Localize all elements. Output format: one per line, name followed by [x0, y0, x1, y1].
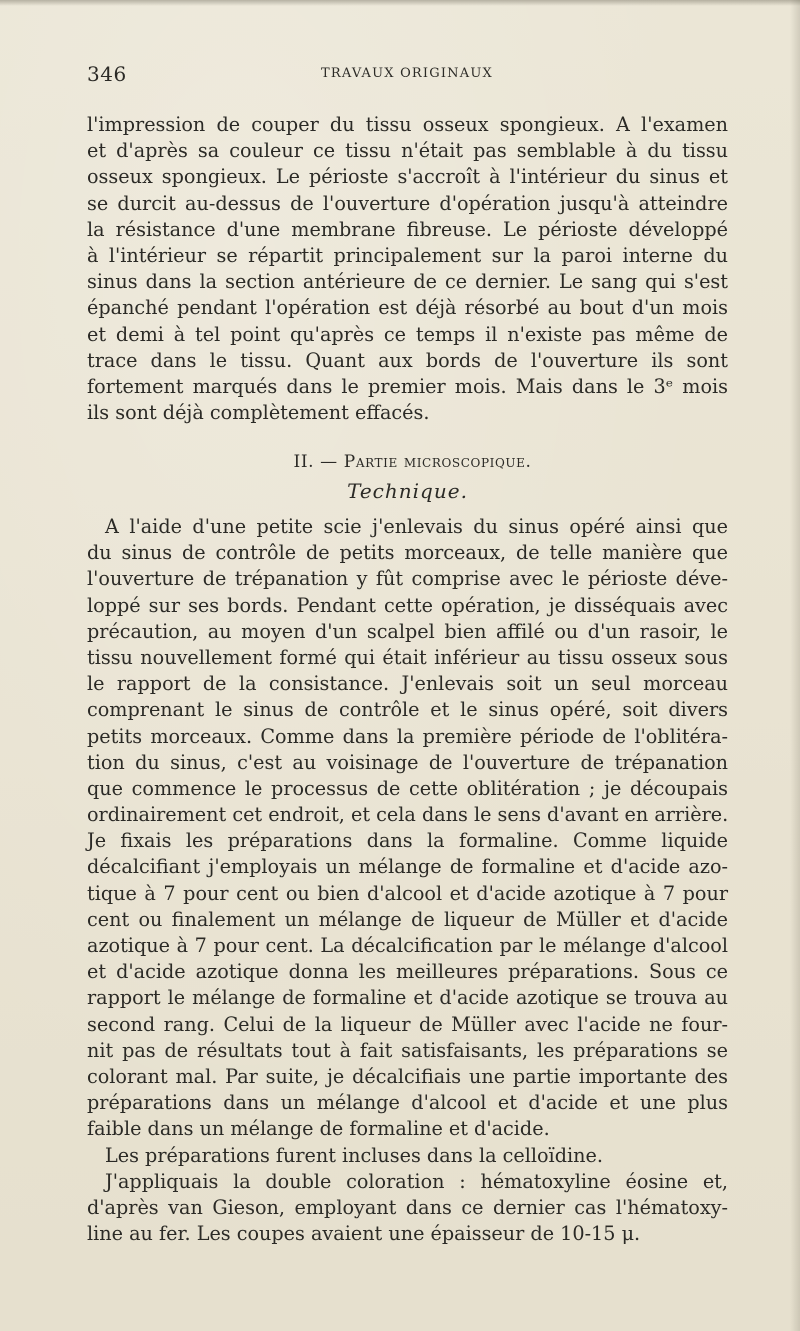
text-line: Je fixais les préparations dans la formaline. Comme liquide	[87, 829, 728, 853]
text-line: l'ouverture de trépanation y fût comprise avec le périoste déve-	[87, 567, 728, 591]
page-top-shadow	[0, 0, 800, 6]
text-line: azotique à 7 pour cent. La décalcification par le mélange d'alcool	[87, 934, 728, 957]
text-line: et d'acide azotique donna les meilleures préparations. Sous ce	[87, 960, 728, 984]
text-line: décalcifiant j'employais un mélange de formaline et d'acide azo-	[87, 855, 728, 879]
text-line: ordinairement cet endroit, et cela dans le sens d'avant en arrière.	[87, 803, 729, 827]
page-header	[87, 62, 727, 90]
text-line: trace dans le tissu. Quant aux bords de l'ouverture ils sont	[87, 348, 728, 372]
text-line: épanché pendant l'opération est déjà résorbé au bout d'un mois	[87, 296, 728, 320]
text-line: petits morceaux. Comme dans la première période de l'oblitéra-	[87, 724, 728, 748]
page-number: 346	[87, 62, 127, 86]
text-line: l'impression de couper du tissu osseux spongieux. A l'examen	[87, 113, 728, 136]
text-line: J'appliquais la double coloration : hématoxyline éosine et,	[105, 1169, 728, 1193]
section-title-initial: P	[343, 452, 356, 472]
page-right-edge	[790, 0, 800, 1331]
text-line: A l'aide d'une petite scie j'enlevais du sinus opéré ainsi que	[105, 515, 728, 538]
text-line: tion du sinus, c'est au voisinage de l'ouverture de trépanation	[87, 750, 728, 774]
section-numeral: II.	[293, 452, 315, 472]
text-line: se durcit au-dessus de l'ouverture d'opération jusqu'à atteindre	[87, 191, 728, 215]
text-line: fortement marqués dans le premier mois. Mais dans le 3ᵉ mois	[87, 374, 728, 398]
text-line: cent ou finalement un mélange de liqueur de Müller et d'acide	[87, 907, 728, 931]
text-line: tissu nouvellement formé qui était inférieur au tissu osseux sous	[87, 645, 728, 669]
text-line: à l'intérieur se répartit principalement sur la paroi interne du	[87, 243, 728, 267]
paragraph-technique	[87, 514, 728, 1247]
text-line: tique à 7 pour cent ou bien d'alcool et d'acide azotique à 7 pour	[87, 881, 728, 905]
text-line: osseux spongieux. Le périoste s'accroît à l'intérieur du sinus et	[87, 165, 728, 189]
text-line: ils sont déjà complètement effacés.	[87, 401, 430, 425]
text-line: nit pas de résultats tout à fait satisfaisants, les préparations se	[87, 1038, 728, 1062]
section-heading	[87, 448, 728, 506]
text-line: et demi à tel point qu'après ce temps il n'existe pas même de	[87, 322, 728, 346]
text-line: line au fer. Les coupes avaient une épaisseur de 10-15 μ.	[87, 1222, 641, 1246]
text-line: faible dans un mélange de formaline et d'acide.	[87, 1117, 550, 1141]
text-line: colorant mal. Par suite, je décalcifiais une partie importante des	[87, 1064, 728, 1088]
text-line: d'après van Gieson, employant dans ce dernier cas l'hématoxy-	[87, 1195, 728, 1219]
text-line: préparations dans un mélange d'alcool et d'acide et une plus	[87, 1091, 728, 1115]
text-line: et d'après sa couleur ce tissu n'était pas semblable à du tissu	[87, 139, 728, 163]
text-line: la résistance d'une membrane fibreuse. Le périoste développé	[87, 217, 728, 241]
paragraph-continued	[87, 112, 728, 426]
text-line: loppé sur ses bords. Pendant cette opération, je disséquais avec	[87, 593, 728, 617]
text-line: comprenant le sinus de contrôle et le sinus opéré, soit divers	[87, 698, 728, 722]
text-line: que commence le processus de cette oblitération ; je découpais	[87, 776, 728, 800]
text-line: sinus dans la section antérieure de ce dernier. Le sang qui s'est	[87, 270, 728, 294]
text-line: Les préparations furent incluses dans la celloïdine.	[105, 1143, 603, 1167]
text-line: second rang. Celui de la liqueur de Müller avec l'acide ne four-	[87, 1012, 728, 1036]
section-title-rest: artie microscopique.	[355, 452, 532, 472]
text-line: du sinus de contrôle de petits morceaux, de telle manière que	[87, 541, 728, 565]
subsection-title: Technique.	[347, 479, 468, 503]
text-line: le rapport de la consistance. J'enlevais soit un seul morceau	[87, 672, 728, 696]
text-line: rapport le mélange de formaline et d'acide azotique se trouva au	[87, 986, 728, 1010]
running-head: TRAVAUX ORIGINAUX	[321, 66, 493, 81]
section-title	[87, 448, 728, 476]
text-line: précaution, au moyen d'un scalpel bien affilé ou d'un rasoir, le	[87, 619, 728, 643]
section-dash: —	[320, 452, 338, 472]
